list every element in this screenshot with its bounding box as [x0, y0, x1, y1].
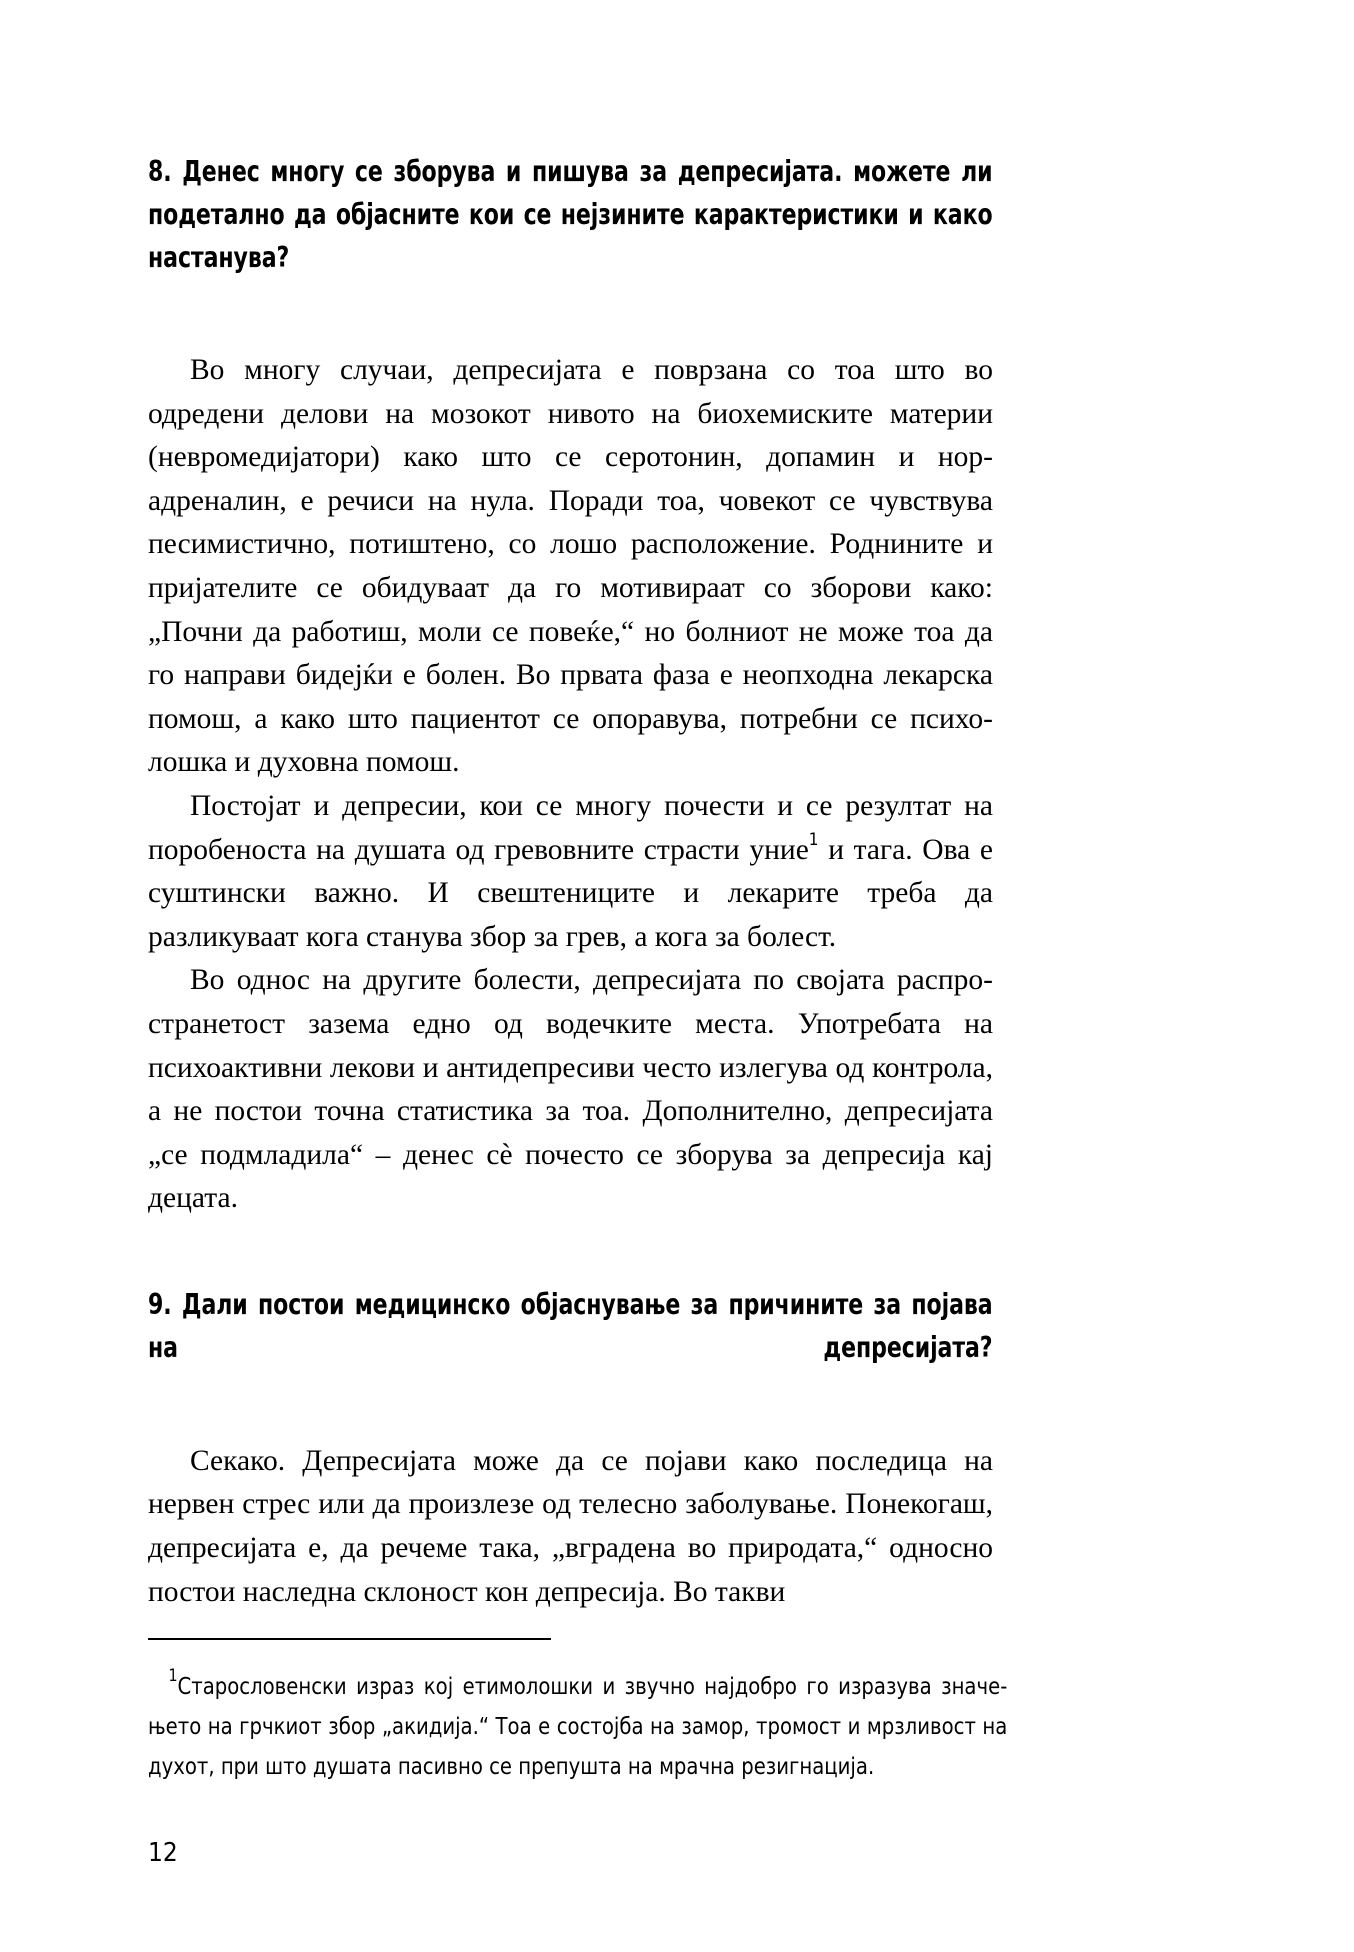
body-paragraph: Секако. Депресијата може да се појави како последица на нервен стрес или да произлезе од телесно заболување. Понекогаш, депресијата е, да речеме така, „вградена во природата,“ односно постои наследна склоност кон депресија. Во такви [148, 1444, 993, 1608]
body-paragraph: Во многу случаи, депресијата е поврзана со тоа што во одредени делови на мозокот нивото на биохемиските материи (невромедијатори) како што се серотонин, допамин и норадреналин, е речиси на нула. Поради тоа, човекот се чувствува песимистично, потиштено, со лошо расположение. Роднините и пријателите се обидуваат да го мотивираат со зборови како: „Почни да работиш, моли се повеќе,“ но болниот не може тоа да го направи бидејќи е болен. Во првата фаза е неопходна лекарска помош, а како што пациентот се опоравува, потребни се психолошка и духовна помош. [148, 354, 993, 779]
footnote-number-marker: 1 [168, 1666, 178, 1686]
section-heading-9: 9. Дали постои медицинско објаснување за причините за појава на депресијата? [148, 1287, 993, 1364]
paragraph-text-after-footnote: и тага. Ова е суштински важно. И свештениците и лекарите треба да разликуваат кога станува збор за грев, а кога за болест. [148, 833, 993, 953]
section-heading-8: 8. Денес многу се зборува и пишува за депресијата. можете ли подетално да објасните кои се нејзините карактеристики и како настанува? [148, 155, 993, 274]
page-content [148, 0, 993, 1614]
footnote-body: Старословенски израз кој етимолошки и звучно најдобро го изразува значењето на грчкиот збор „акидија.“ Тоа е состојба на замор, тромост и мрзливост на духот, при што душата пасивно се препушта на мрачна резигнација. [148, 1672, 1008, 1780]
paragraph-text-before-footnote: Постојат и депресии, кои се многу почести и се резултат на поробеноста на душата од гревовните страсти уние [148, 789, 993, 866]
footnote-area [148, 1638, 1008, 1786]
body-paragraph-with-footnote [148, 785, 993, 959]
page-number: 12 [148, 1838, 178, 1868]
footnote-reference-marker[interactable]: 1 [808, 829, 819, 850]
footnote-text [148, 1666, 1007, 1786]
body-paragraph: Во однос на другите болести, депресијата по својата распространетост зазема едно од водечките места. Употребата на психоактивни лекови и антидепресиви често излегува од контрола, а не постои точна статистика за тоа. Дополнително, депресијата „се подмладила“ – денес сѐ почесто се зборува за депресија кај децата. [148, 964, 993, 1215]
footnote-separator-rule [148, 1638, 551, 1640]
